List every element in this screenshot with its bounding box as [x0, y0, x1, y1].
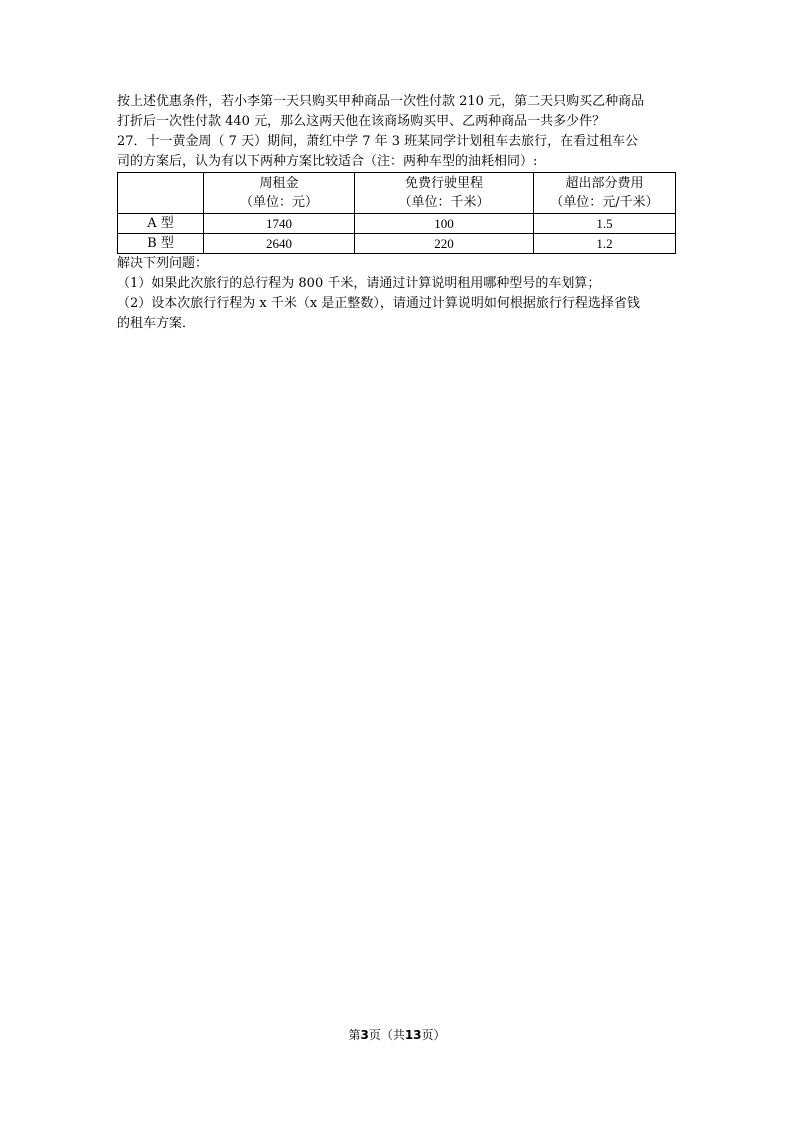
footer-mid: 页（共	[368, 1028, 405, 1042]
header-line: （单位：元/千米）	[550, 195, 659, 210]
table-cell: 1.5	[534, 214, 676, 234]
table-row	[118, 214, 676, 234]
table-header-cell	[118, 173, 204, 214]
question-2-line: 的租车方案．	[117, 316, 196, 331]
table-header-cell	[204, 173, 355, 214]
footer-total-pages: 13	[404, 1028, 422, 1042]
question-1: （1）如果此次旅行的总行程为 800 千米，请通过计算说明租用哪种型号的车划算；	[117, 276, 601, 291]
paragraph-line: 打折后一次性付款 440 元，那么这两天他在该商场购买甲、乙两种商品一共多少件？	[117, 114, 606, 129]
table-cell: 100	[355, 214, 534, 234]
page-footer	[0, 1026, 794, 1043]
header-line: （单位：元）	[239, 195, 318, 210]
table-header-cell	[534, 173, 676, 214]
footer-prefix: 第	[348, 1028, 361, 1042]
question-27-line: 司的方案后，认为有以下两种方案比较适合（注：两种车型的油耗相同）:	[117, 154, 538, 169]
header-line: （单位：千米）	[398, 195, 490, 210]
page-content	[117, 92, 679, 334]
paragraph-line: 按上述优惠条件，若小李第一天只购买甲种商品一次性付款 210 元，第二天只购买乙种商品	[117, 94, 645, 109]
table-cell: A 型	[118, 214, 204, 234]
footer-suffix: 页）	[421, 1028, 446, 1042]
table-cell: 220	[355, 234, 534, 254]
table-cell: 1.2	[534, 234, 676, 254]
table-header-cell	[355, 173, 534, 214]
header-line: 周租金	[259, 176, 299, 191]
header-line: 超出部分费用	[565, 176, 644, 191]
table-row	[118, 234, 676, 254]
header-line: 免费行驶里程	[404, 176, 483, 191]
table-header-row	[118, 173, 676, 214]
table-cell: B 型	[118, 234, 204, 254]
questions-intro: 解决下列问题：	[117, 256, 209, 271]
table-cell: 2640	[204, 234, 355, 254]
rental-table	[117, 172, 676, 254]
question-27-line: 27．十一黄金周（ 7 天）期间，萧红中学 7 年 3 班某同学计划租车去旅行，在看过租车公	[117, 134, 639, 149]
table-cell: 1740	[204, 214, 355, 234]
question-2-line: （2）设本次旅行行程为 x 千米（x 是正整数），请通过计算说明如何根据旅行行程选择省钱	[117, 296, 640, 311]
footer-page-number: 3	[360, 1028, 369, 1042]
